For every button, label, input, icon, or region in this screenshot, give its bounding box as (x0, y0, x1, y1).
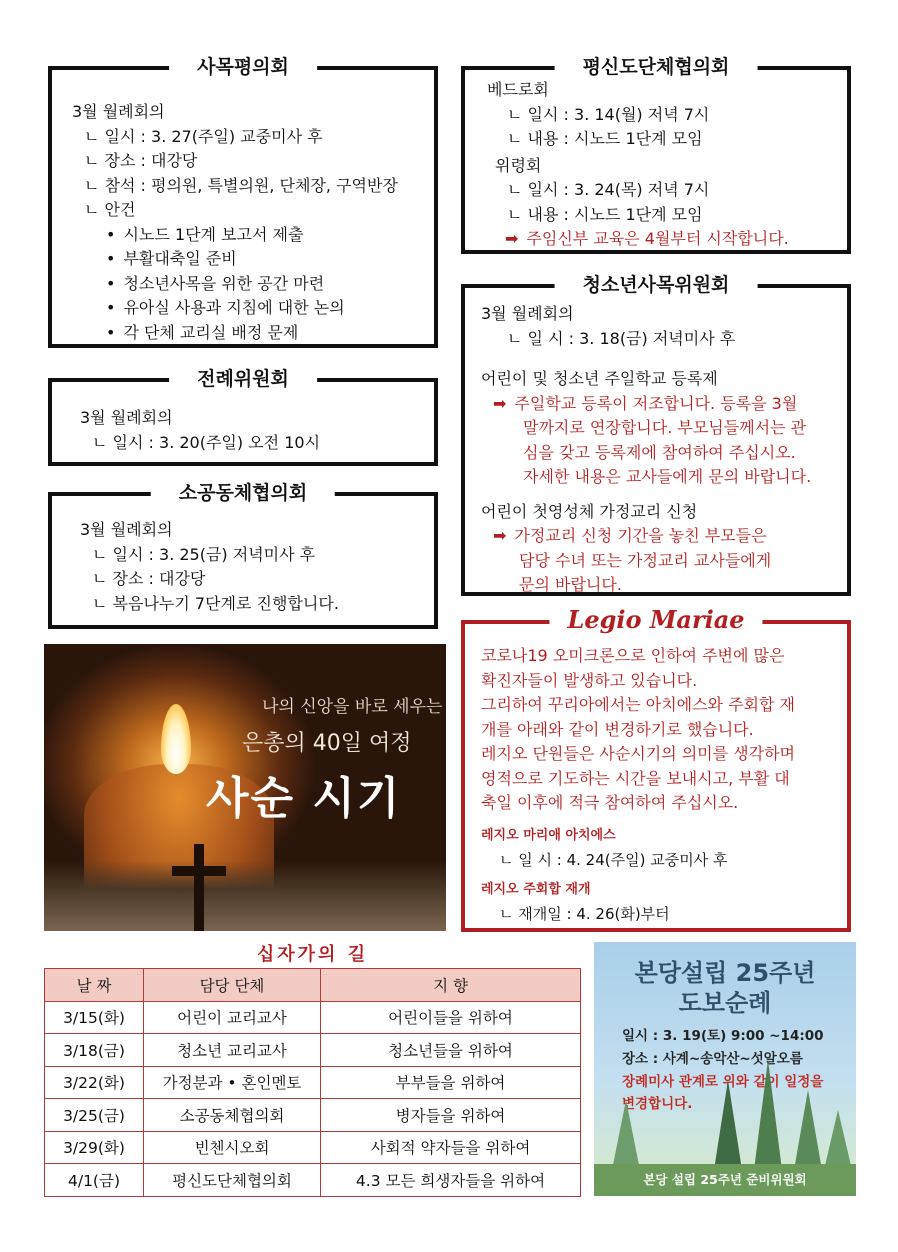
poster-notice-1: 장례미사 관계로 위와 같이 일정을 (622, 1074, 824, 1090)
meeting-date: ㄴ 일시 : 3. 20(주일) 오전 10시 (92, 432, 321, 452)
cell-intention: 4.3 모든 희생자들을 위하여 (321, 1164, 581, 1197)
praesidium-title: 레지오 주회합 재개 (481, 882, 591, 897)
photo-caption-2: 은총의 40일 여정 (242, 731, 412, 756)
meeting-place: ㄴ 장소 : 대강당 (84, 151, 198, 170)
cell-group: 소공동체협의회 (144, 1099, 321, 1132)
meeting-label: 3월 월례회의 (72, 102, 165, 121)
col-header: 날 짜 (45, 969, 144, 1002)
youth-committee-title: 청소년사목위원회 (555, 270, 758, 300)
group-date: ㄴ 일시 : 3. 14(월) 저녁 7시 (507, 104, 710, 124)
arrow-icon: ➡ (493, 393, 507, 413)
group-date: ㄴ 일시 : 3. 24(목) 저녁 7시 (507, 180, 710, 199)
poster-title-line2: 도보순례 (678, 989, 772, 1017)
tree-icon (794, 1090, 822, 1170)
pilgrimage-poster (594, 942, 856, 1196)
poster-notice-2: 변경합니다. (622, 1096, 693, 1112)
praesidium-date: ㄴ 재개일 : 4. 26(화)부터 (499, 905, 670, 923)
group-name: 베드로회 (487, 80, 549, 99)
table-row (45, 1099, 581, 1132)
stations-table (44, 968, 581, 1197)
meeting-label: 3월 월례회의 (481, 304, 574, 323)
poster-footer: 본당 설립 25주년 준비위원회 (594, 1164, 856, 1196)
cell-intention: 병자들을 위하여 (321, 1099, 581, 1132)
first-communion-title: 어린이 첫영성체 가정교리 신청 (481, 501, 698, 521)
lent-photo (44, 644, 446, 931)
cross-icon (172, 866, 226, 876)
cell-intention: 사회적 약자들을 위하여 (321, 1131, 581, 1164)
laity-council-box (461, 56, 851, 254)
cell-date: 3/22(화) (45, 1066, 144, 1099)
cell-intention: 어린이들을 위하여 (321, 1001, 581, 1034)
book-graphic (44, 861, 446, 931)
cell-date: 4/1(금) (45, 1164, 144, 1197)
table-row (45, 1066, 581, 1099)
notice (487, 227, 847, 252)
cell-group: 어린이 교리교사 (144, 1001, 321, 1034)
liturgy-committee-title: 전례위원회 (169, 364, 317, 394)
first-communion-line: 담당 수녀 또는 가정교리 교사들에게 (519, 550, 772, 570)
tree-icon (824, 1110, 852, 1170)
table-header-row (45, 969, 581, 1002)
legio-mariae-title: Legio Mariae (549, 600, 762, 640)
acies-date: ㄴ 일 시 : 4. 24(주일) 교중미사 후 (499, 850, 728, 869)
group-content: ㄴ 내용 : 시노드 1단계 모임 (507, 129, 703, 148)
meeting-date: ㄴ 일 시 : 3. 18(금) 저녁미사 후 (507, 328, 736, 348)
legio-body-line: 그리하여 꾸리아에서는 아치에스와 주회합 재 (481, 695, 796, 714)
cell-group: 평신도단체협의회 (144, 1164, 321, 1197)
youth-committee-box (461, 274, 851, 596)
cell-intention: 부부들을 위하여 (321, 1066, 581, 1099)
liturgy-committee-box (48, 368, 438, 466)
legio-body-line: 코로나19 오미크론으로 인하여 주변에 많은 (481, 646, 785, 665)
tree-icon (714, 1080, 742, 1170)
laity-council-title: 평신도단체협의회 (555, 52, 758, 82)
registration-line: 자세한 내용은 교사들에게 문의 바랍니다. (523, 467, 812, 486)
notice-text: 주임신부 교육은 4월부터 시작합니다. (526, 229, 789, 248)
tree-icon (612, 1100, 640, 1170)
arrow-icon: ➡ (493, 526, 507, 545)
first-communion-text: 가정교리 신청 기간을 놓친 부모들은 (514, 526, 767, 545)
table-row (45, 1131, 581, 1164)
arrow-icon: ➡ (505, 229, 519, 248)
meeting-label: 3월 월례회의 (80, 520, 173, 539)
poster-title-line1: 본당설립 25주년 (634, 959, 816, 987)
agenda-item: • 부활대축일 준비 (72, 247, 434, 272)
pastoral-council-title: 사목평의회 (169, 52, 317, 82)
agenda-item: • 청소년사목을 위한 공간 마련 (72, 272, 434, 297)
meeting-label: 3월 월례회의 (80, 408, 173, 427)
registration-text: 주일학교 등록이 저조합니다. 등록을 3월 (514, 393, 798, 413)
registration-line: 말까지로 연장합니다. 부모님들께서는 관 (523, 418, 807, 437)
agenda-item: • 시노드 1단계 보고서 제출 (72, 223, 434, 248)
legio-body-line: 축일 이후에 적극 참여하여 주십시오. (481, 793, 739, 812)
col-header: 지 향 (321, 969, 581, 1002)
cell-date: 3/18(금) (45, 1034, 144, 1067)
photo-caption-1: 나의 신앙을 바로 세우는 (262, 697, 443, 717)
table-row (45, 1001, 581, 1034)
small-community-box (48, 482, 438, 629)
meeting-attendees: ㄴ 참석 : 평의원, 특별의원, 단체장, 구역반장 (84, 175, 398, 195)
meeting-agenda: ㄴ 안건 (84, 200, 136, 219)
poster-date: 일시 : 3. 19(토) 9:00 ~14:00 (622, 1028, 824, 1044)
cross-icon (194, 844, 204, 931)
legio-body-line: 레지오 단원들은 사순시기의 의미를 생각하며 (481, 744, 796, 763)
first-communion-line (481, 524, 847, 549)
registration-line: 심을 갖고 등록제에 참여하여 주십시오. (523, 442, 796, 462)
legio-mariae-box (461, 605, 851, 932)
registration-title: 어린이 및 청소년 주일학교 등록제 (481, 369, 718, 388)
photo-caption-3: 사순 시기 (206, 773, 402, 824)
group-name: 위령회 (495, 155, 542, 175)
pastoral-council-box (48, 56, 438, 348)
col-header: 담당 단체 (144, 969, 321, 1002)
flame-graphic (161, 704, 191, 774)
table-row (45, 1034, 581, 1067)
table-row (45, 1164, 581, 1197)
poster-title (594, 958, 856, 1018)
cell-date: 3/29(화) (45, 1131, 144, 1164)
cell-group: 가정분과 • 혼인멘토 (144, 1066, 321, 1099)
meeting-place: ㄴ 장소 : 대강당 (92, 569, 206, 588)
cell-group: 빈첸시오회 (144, 1131, 321, 1164)
legio-body-line: 확진자들이 발생하고 있습니다. (481, 670, 698, 690)
first-communion-line: 문의 바랍니다. (519, 575, 622, 594)
registration-line (481, 392, 847, 417)
legio-body-line: 개를 아래와 같이 변경하기로 했습니다. (481, 719, 754, 739)
meeting-note: ㄴ 복음나누기 7단계로 진행합니다. (92, 593, 339, 613)
cell-date: 3/15(화) (45, 1001, 144, 1034)
poster-place: 장소 : 사계~송악산~섯알오름 (622, 1051, 803, 1067)
acies-title: 레지오 마리애 아치에스 (481, 827, 616, 843)
tree-icon (754, 1060, 782, 1170)
cell-group: 청소년 교리교사 (144, 1034, 321, 1067)
cell-intention: 청소년들을 위하여 (321, 1034, 581, 1067)
legio-body-line: 영적으로 기도하는 시간을 보내시고, 부활 대 (481, 768, 790, 788)
small-community-title: 소공동체협의회 (151, 478, 335, 508)
cell-date: 3/25(금) (45, 1099, 144, 1132)
meeting-date: ㄴ 일시 : 3. 25(금) 저녁미사 후 (92, 544, 316, 564)
stations-title: 십자가의 길 (256, 944, 369, 965)
agenda-item: • 각 단체 교리실 배정 문제 (72, 321, 434, 346)
meeting-date: ㄴ 일시 : 3. 27(주일) 교중미사 후 (84, 126, 323, 146)
group-content: ㄴ 내용 : 시노드 1단계 모임 (507, 204, 703, 224)
agenda-item: • 유아실 사용과 지침에 대한 논의 (72, 296, 434, 321)
